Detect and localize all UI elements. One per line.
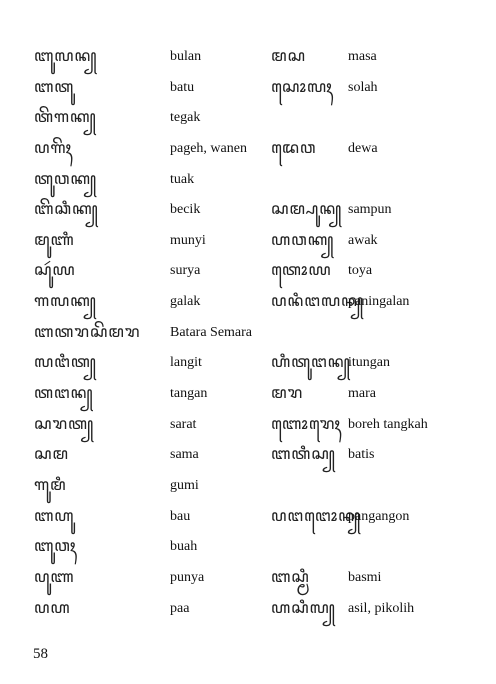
right-latin-word: paningalan <box>348 294 410 310</box>
right-script-word: ꦥꦤꦶꦔꦭꦤ꧀ <box>271 293 365 311</box>
word-row <box>0 195 496 226</box>
word-row <box>0 318 496 349</box>
right-script-word: ꦱꦩ꧀ꦥꦸꦤ꧀ <box>271 201 343 219</box>
right-script-word: ꦲꦱꦶꦭ꧀ <box>271 599 336 617</box>
left-latin-word: tangan <box>170 386 208 402</box>
left-script-word: ꦧꦠꦸ <box>34 78 75 96</box>
word-row <box>0 348 496 379</box>
left-latin-word: buah <box>170 539 198 555</box>
right-latin-word: toya <box>348 263 373 279</box>
left-script-word: ꦠꦸꦮꦏ꧀ <box>34 170 98 188</box>
left-latin-word: gumi <box>170 477 199 493</box>
left-latin-word: becik <box>170 202 201 218</box>
left-script-word: ꦩꦸꦚꦶ <box>34 231 75 249</box>
right-latin-word: basmi <box>348 569 382 585</box>
word-row <box>0 73 496 104</box>
left-latin-word: langit <box>170 355 202 371</box>
left-script-word: ꦧꦲꦸ <box>34 507 75 525</box>
word-row <box>0 256 496 287</box>
left-latin-word: sarat <box>170 416 197 432</box>
word-row <box>0 42 496 73</box>
word-row <box>0 226 496 257</box>
word-row <box>0 379 496 410</box>
right-script-word: ꦩꦫ <box>271 385 304 403</box>
left-latin-word: bau <box>170 508 191 524</box>
right-latin-word: pangangon <box>348 508 410 524</box>
word-list <box>0 42 496 624</box>
word-row <box>0 594 496 625</box>
right-script-word: ꦧꦠꦶꦱ꧀ <box>271 446 336 464</box>
left-latin-word: punya <box>170 569 205 585</box>
right-script-word: ꦢꦺꦮ <box>271 139 317 157</box>
right-latin-word: mara <box>348 386 376 402</box>
word-row <box>0 165 496 196</box>
left-latin-word: Batara Semara <box>170 324 253 340</box>
left-script-word: ꦱꦸꦂꦪ <box>34 262 76 280</box>
left-latin-word: munyi <box>170 232 206 248</box>
right-script-word: ꦩꦱ <box>271 48 306 65</box>
left-script-word: ꦭꦔꦶꦠ꧀ <box>34 354 97 372</box>
right-latin-word: asil, pikolih <box>348 600 415 616</box>
left-script-word: ꦧꦸꦮꦃ <box>34 538 77 556</box>
left-latin-word: sama <box>170 447 199 463</box>
word-row <box>0 440 496 471</box>
left-latin-word: tuak <box>170 171 195 187</box>
right-script-word: ꦲꦶꦠꦸꦔꦤ꧀ <box>271 354 351 372</box>
left-script-word: ꦧꦼꦕꦶꦏ꧀ <box>34 201 99 219</box>
right-script-word: ꦧꦱ꧀ꦩꦶ <box>271 568 310 586</box>
left-latin-word: batu <box>170 79 195 95</box>
word-row <box>0 134 496 165</box>
right-latin-word: boreh tangkah <box>348 416 428 432</box>
left-script-word: ꦒꦸꦩꦶ <box>34 476 67 494</box>
right-latin-word: dewa <box>348 140 378 156</box>
left-script-word: ꦒꦭꦏ꧀ <box>34 293 97 311</box>
word-row <box>0 532 496 563</box>
left-latin-word: paa <box>170 600 190 616</box>
right-latin-word: sampun <box>348 202 392 218</box>
left-script-word: ꦧꦸꦭꦤ꧀ <box>34 48 98 65</box>
right-script-word: ꦥꦔꦔꦺꦴꦤ꧀ <box>271 507 362 525</box>
left-script-word: ꦱꦩ <box>34 446 69 464</box>
left-latin-word: tegak <box>170 110 201 126</box>
word-row <box>0 502 496 533</box>
left-script-word: ꦱꦫꦠ꧀ <box>34 415 95 433</box>
word-row <box>0 287 496 318</box>
left-script-word: ꦥꦸꦚ <box>34 568 75 586</box>
right-script-word: ꦧꦺꦴꦫꦺꦃ <box>271 415 341 433</box>
word-row <box>0 410 496 441</box>
right-latin-word: awak <box>348 232 378 248</box>
word-row <box>0 563 496 594</box>
left-script-word: ꦠꦼꦒꦏ꧀ <box>34 109 97 127</box>
right-script-word: ꦠꦺꦴꦪ <box>271 262 332 280</box>
left-script-word: ꦧꦠꦫꦱꦼꦩꦫ <box>34 323 141 341</box>
word-row <box>0 471 496 502</box>
right-script-word: ꦲꦮꦏ꧀ <box>271 231 335 249</box>
right-latin-word: solah <box>348 79 378 95</box>
left-latin-word: bulan <box>170 49 202 64</box>
page-number: 58 <box>33 646 48 662</box>
right-latin-word: masa <box>348 49 377 64</box>
left-latin-word: surya <box>170 263 201 279</box>
left-script-word: ꦥꦲ <box>34 599 71 617</box>
right-latin-word: itungan <box>348 355 390 371</box>
left-script-word: ꦠꦔꦤ꧀ <box>34 385 94 403</box>
word-row <box>0 103 496 134</box>
right-latin-word: batis <box>348 447 375 463</box>
right-script-word: ꦱꦺꦴꦭꦃ <box>271 78 333 96</box>
left-script-word: ꦥꦒꦼꦃ <box>34 139 73 157</box>
left-latin-word: pageh, wanen <box>170 140 247 156</box>
left-latin-word: galak <box>170 294 201 310</box>
